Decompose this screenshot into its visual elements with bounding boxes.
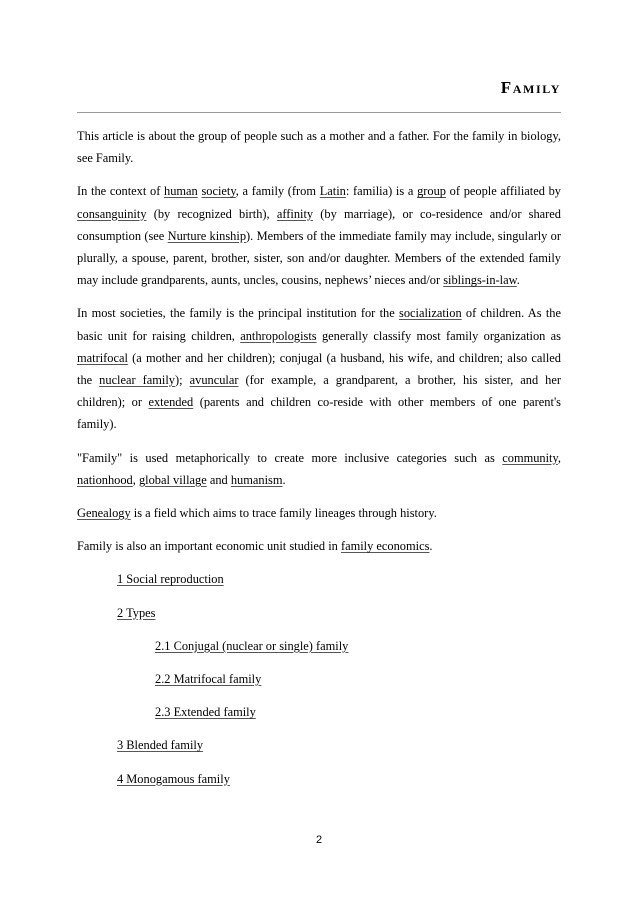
inline-link[interactable]: nationhood: [77, 472, 133, 487]
toc-item: [77, 568, 561, 590]
page-number: 2: [315, 834, 323, 846]
inline-link[interactable]: Genealogy: [77, 506, 131, 521]
text-run: : familia) is a: [345, 184, 418, 199]
inline-link[interactable]: community: [502, 450, 558, 465]
inline-link[interactable]: Latin: [319, 184, 346, 199]
paragraph: [77, 502, 561, 524]
text-run: (a mother and her children); conjugal (a husband, his wife, and children; also called the: [77, 350, 561, 388]
inline-link[interactable]: nuclear family: [99, 373, 176, 388]
inline-link[interactable]: family economics: [340, 539, 430, 554]
text-run: In most societies, the family is the principal institution for the: [77, 306, 400, 321]
text-run: generally classify most family organization as: [316, 328, 561, 343]
inline-link[interactable]: avuncular: [189, 373, 239, 388]
text-run: ,: [132, 472, 139, 487]
text-run: and: [206, 472, 231, 487]
paragraphs: [77, 125, 561, 557]
inline-link[interactable]: socialization: [399, 306, 462, 321]
toc-link[interactable]: 2.2 Matrifocal family: [155, 672, 262, 687]
heading-rule: [77, 112, 561, 113]
page-heading: Family: [500, 78, 561, 97]
toc-link[interactable]: 4 Monogamous family: [117, 771, 230, 786]
inline-link[interactable]: group: [417, 184, 446, 199]
toc-item: [77, 701, 561, 723]
toc-item: [77, 668, 561, 690]
text-run: of people affiliated by: [445, 184, 561, 199]
text-run: , a family (from: [235, 184, 320, 199]
toc-item: [77, 635, 561, 657]
text-run: In the context of: [77, 184, 165, 199]
text-run: (parents and children co-reside with other members of one parent's family).: [77, 395, 562, 432]
text-run: is a field which aims to trace family lineages through history.: [130, 506, 437, 521]
toc-link[interactable]: 2.1 Conjugal (nuclear or single) family: [155, 638, 349, 653]
article-body: [77, 125, 561, 801]
inline-link[interactable]: consanguinity: [77, 206, 147, 221]
text-run: "Family" is used metaphorically to create more inclusive categories such as: [77, 450, 503, 465]
text-run: (by marriage), or co-residence and/or shared consumption (see: [77, 206, 561, 243]
text-run: ,: [557, 450, 561, 465]
text-run: This article is about the group of people such as a mother and a father. For the family in biology, see Family.: [77, 129, 561, 166]
text-run: ). Members of the immediate family may include, singularly or plurally, a spouse, parent, brother, sister, son and/or daughter. Members of the extended family may include grandparents, aunts, uncles, cousins, nephews’ nieces and/or: [77, 228, 562, 288]
inline-link[interactable]: global village: [138, 472, 207, 487]
inline-link[interactable]: affinity: [276, 206, 314, 221]
toc-link[interactable]: 2 Types: [117, 605, 156, 620]
inline-link[interactable]: anthropologists: [240, 328, 317, 343]
paragraph: [77, 180, 561, 291]
paragraph: [77, 302, 561, 435]
toc-item: [77, 734, 561, 756]
paragraph: [77, 447, 561, 491]
inline-link[interactable]: matrifocal: [77, 350, 128, 365]
inline-link[interactable]: humanism: [230, 472, 283, 487]
text-run: Family is also an important economic unit studied in: [77, 539, 341, 554]
inline-link[interactable]: siblings-in-law: [443, 273, 517, 288]
text-run: (for example, a grandparent, a brother, his sister, and her children); or: [77, 373, 561, 410]
inline-link[interactable]: extended: [148, 395, 194, 410]
toc-link[interactable]: 2.3 Extended family: [155, 705, 256, 720]
inline-link[interactable]: human: [164, 184, 198, 199]
inline-link[interactable]: Nurture kinship: [167, 228, 247, 243]
toc-link[interactable]: 3 Blended family: [117, 738, 204, 753]
toc-link[interactable]: 1 Social reproduction: [117, 572, 224, 587]
text-run: .: [429, 539, 433, 554]
table-of-contents: [77, 568, 561, 789]
paragraph: [77, 535, 561, 557]
inline-link[interactable]: society: [201, 184, 236, 199]
toc-item: [77, 602, 561, 624]
text-run: .: [282, 472, 286, 487]
paragraph: [77, 125, 561, 169]
text-run: .: [516, 273, 520, 288]
toc-item: [77, 768, 561, 790]
text-run: );: [175, 373, 190, 388]
text-run: (by recognized birth),: [146, 206, 277, 221]
text-run: of children. As the basic unit for raising children,: [77, 306, 561, 343]
